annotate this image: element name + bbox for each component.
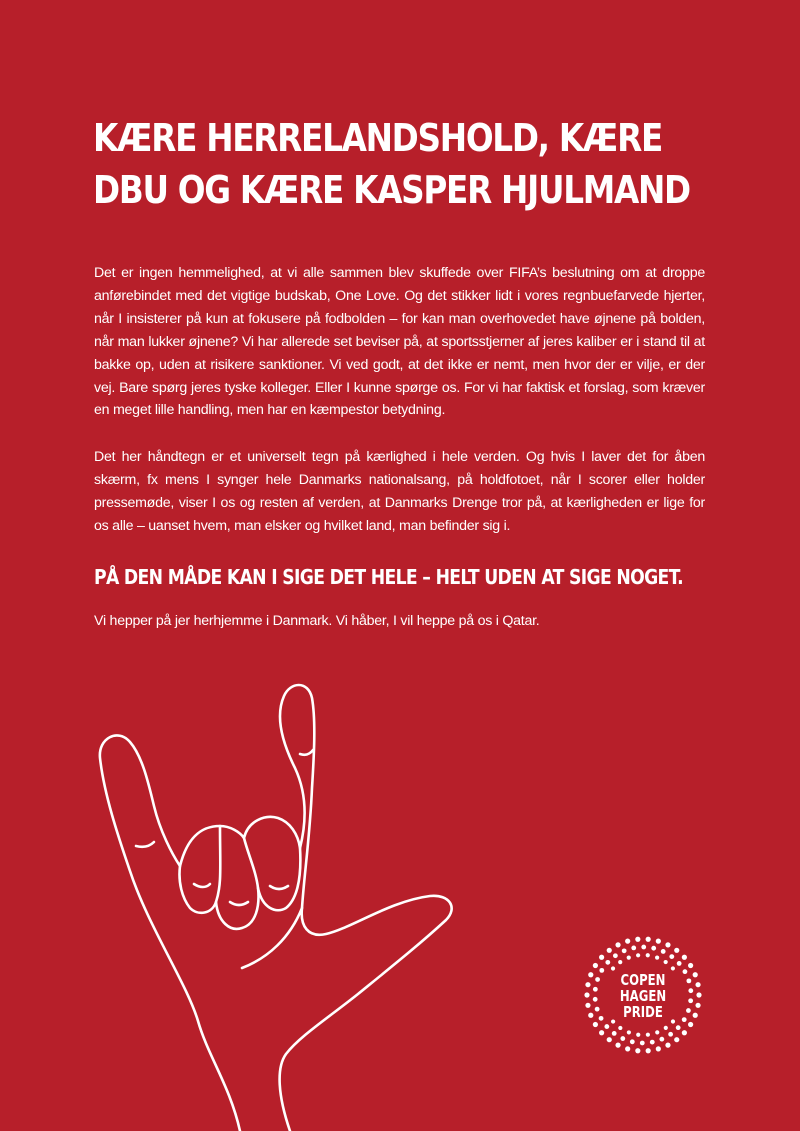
logo-dot: [593, 1022, 598, 1027]
logo-dot: [674, 948, 679, 953]
love-hand-sign-icon: [90, 676, 470, 1131]
logo-dot: [611, 966, 615, 970]
logo-dot: [599, 1030, 604, 1035]
copenhagen-pride-logo-text: [583, 972, 703, 1020]
logo-dot: [677, 961, 682, 966]
logo-dot: [636, 953, 640, 957]
logo-dot: [612, 1031, 617, 1036]
logo-dot: [688, 963, 693, 968]
logo-dot: [620, 1036, 625, 1041]
logo-dot: [615, 942, 620, 947]
logo-dot: [655, 1030, 659, 1034]
logo-text-line-1: COPEN: [620, 971, 666, 989]
logo-dot: [627, 1030, 631, 1034]
logo-text-line-3: PRIDE: [623, 1003, 663, 1021]
logo-dot: [646, 937, 651, 942]
logo-dot: [631, 946, 636, 951]
logo-dot: [655, 955, 659, 959]
logo-dot: [676, 1025, 681, 1030]
logo-dot: [682, 1030, 687, 1035]
logo-dot: [656, 939, 661, 944]
logo-dot: [646, 1048, 651, 1053]
headline: [93, 112, 690, 216]
logo-dot: [664, 960, 668, 964]
logo-dot: [593, 963, 598, 968]
headline-line-2: DBU OG KÆRE KASPER HJULMAND: [93, 168, 690, 212]
logo-dot: [607, 1037, 612, 1042]
logo-dot: [607, 948, 612, 953]
logo-text-line-2: HAGEN: [619, 987, 667, 1005]
logo-dot: [625, 1046, 630, 1051]
logo-dot: [650, 1040, 655, 1045]
logo-dot: [682, 955, 687, 960]
logo-dot: [661, 949, 666, 954]
logo-dot: [641, 945, 646, 950]
logo-dot: [611, 1019, 615, 1023]
logo-dot: [646, 1033, 650, 1037]
logo-dot: [665, 942, 670, 947]
paragraph-intro: Det er ingen hemmelighed, at vi alle sammen blev skuffede over FIFA’s beslutning om at droppe anførebindet med det vigtige budskab, One Love. Og det stikker lidt i vores regnbuefarvede hjerter, når I insisterer på kun at fokusere på fodbolden – for kan man overhovedet have øjnene på bolden, når man lukker øjnene? Vi har allerede set beviser på, at sportsstjerner af jeres kaliber er i stand til at bakke op, uden at risikere sanktioner. Vi ved godt, at det ikke er nemt, men hvor der er vilje, er der vej. Bare spørg jeres tyske kolleger. Eller I kunne spørge os. For vi har faktisk et forslag, som kræver en meget lille handling, men har en kæmpestor betydning.: [94, 265, 705, 419]
logo-dot: [635, 1048, 640, 1053]
logo-dot: [665, 1043, 670, 1048]
logo-dot: [618, 960, 622, 964]
logo-dot: [688, 1022, 693, 1027]
logo-dot: [604, 1024, 609, 1029]
logo-dot: [636, 1033, 640, 1037]
logo-dot: [651, 946, 656, 951]
logo-dot: [640, 1041, 645, 1046]
logo-dot: [668, 1032, 673, 1037]
paragraph-hand-sign: Det her håndtegn er et universelt tegn på kærlighed i hele verden. Og hvis I laver det for åben skærm, fx mens I synger hele Danmarks nationalsang, på holdfotoet, når I scorer eller holder pressemøde, viser I os og resten af verden, at Danmarks Drenge tror på, at kærligheden er lige for os alle – uanset hvem, man elsker og hvilket land, man befinder sig i.: [94, 449, 705, 534]
logo-dot: [669, 954, 674, 959]
headline-line-1: KÆRE HERRELANDSHOLD, KÆRE: [93, 116, 662, 160]
logo-dot: [613, 953, 618, 958]
subheading: PÅ DEN MÅDE KAN I SIGE DET HELE – HELT UDEN AT SIGE NOGET.: [94, 565, 683, 589]
logo-dot: [618, 1026, 622, 1030]
logo-dot: [674, 1037, 679, 1042]
paragraph-closing: Vi hepper på jer herhjemme i Danmark. Vi håber, I vil heppe på os i Qatar.: [94, 613, 540, 629]
logo-dot: [615, 1043, 620, 1048]
logo-dot: [630, 1039, 635, 1044]
logo-dot: [656, 1046, 661, 1051]
logo-dot: [635, 937, 640, 942]
logo-dot: [659, 1037, 664, 1042]
logo-dot: [646, 953, 650, 957]
logo-dot: [671, 1019, 675, 1023]
logo-dot: [627, 956, 631, 960]
logo-dot: [605, 960, 610, 965]
logo-dot: [664, 1026, 668, 1030]
logo-dot: [625, 939, 630, 944]
logo-dot: [622, 948, 627, 953]
logo-dot: [671, 966, 675, 970]
logo-dot: [599, 955, 604, 960]
